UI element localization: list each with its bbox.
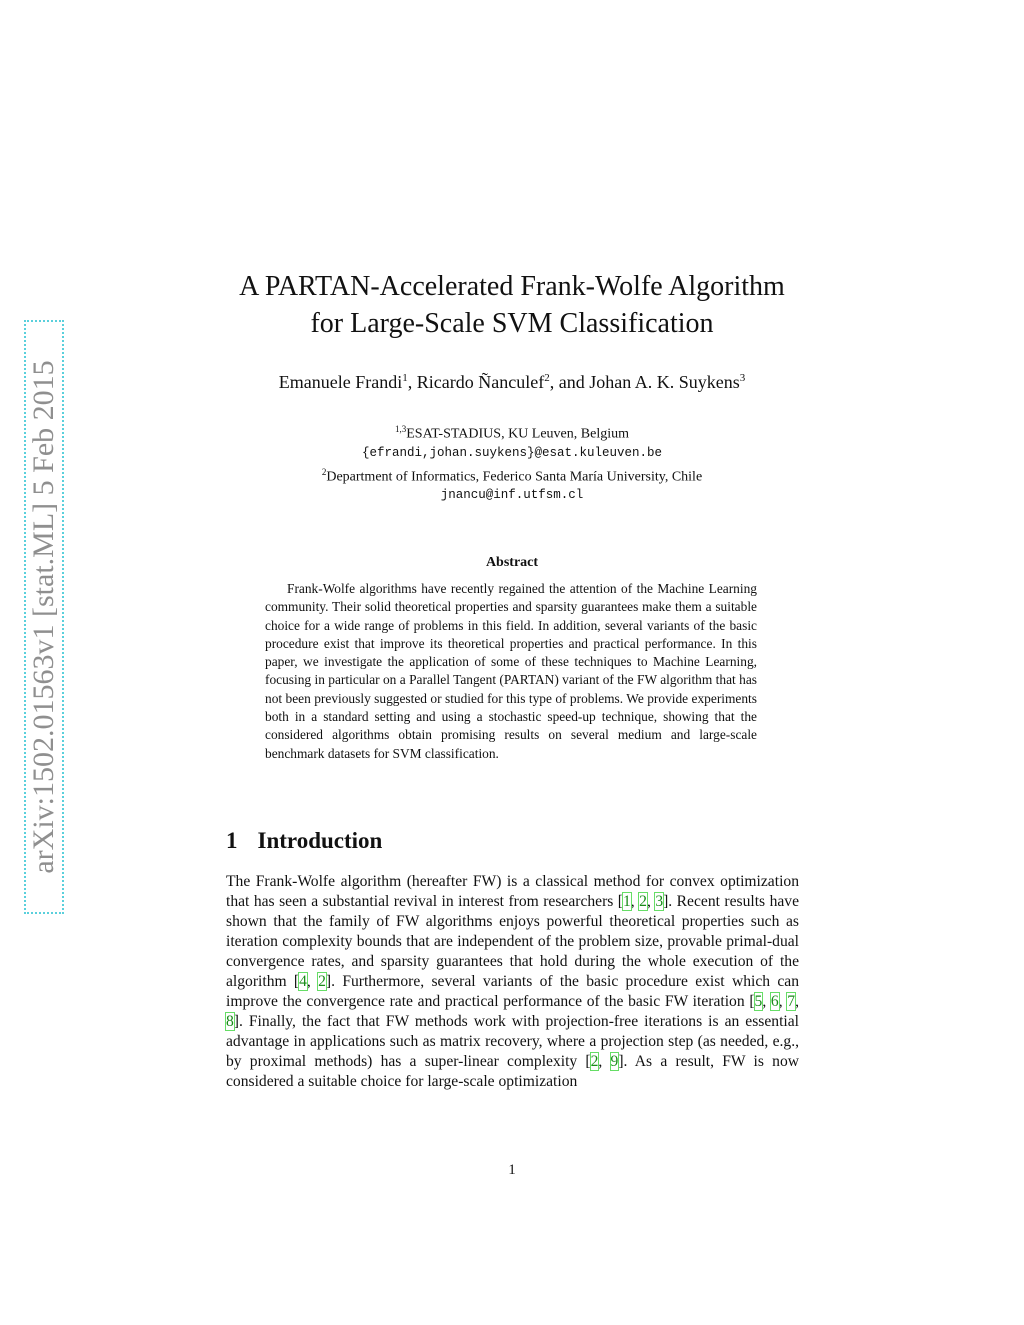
section-number: 1 (226, 828, 238, 853)
citation-separator: , (778, 993, 788, 1010)
author-sup-2: 2 (544, 372, 550, 384)
affiliation-1-text: ESAT-STADIUS, KU Leuven, Belgium (406, 426, 629, 442)
citation-link[interactable]: 2 (639, 893, 647, 910)
author-separator: , (407, 372, 417, 392)
author-separator: , and (549, 372, 590, 392)
citation-link[interactable]: 9 (610, 1053, 619, 1070)
email-2: jnancu@inf.utfsm.cl (440, 488, 584, 503)
affiliation-2-sup: 2 (321, 466, 327, 477)
citation-separator: , (795, 993, 799, 1010)
abstract-heading: Abstract (485, 555, 539, 570)
section-title: Introduction (257, 828, 383, 853)
affiliations (200, 420, 824, 505)
title-line-1: A PARTAN-Accelerated Frank-Wolfe Algorithm (239, 271, 785, 302)
citation-link[interactable]: 4 (299, 973, 307, 990)
intro-text: ]. Recent results have shown that the family of FW algorithms enjoys powerful theoretical properties such as iteration complexity bounds that are independent of the problem size, provable primal-dual convergence rates, and sparsity guarantees that hold during the whole execution of the algorithm [ (226, 893, 800, 990)
intro-text: ]. Finally, the fact that FW methods work with projection-free iterations is an essential advantage in applications such as matrix recovery, where a projection step (as needed, e.g., by proximal methods) has a super-linear complexity [ (226, 1013, 799, 1070)
citation-link[interactable]: 2 (590, 1053, 599, 1070)
title-line-2: for Large-Scale SVM Classification (310, 308, 714, 339)
citation-link[interactable]: 2 (318, 973, 326, 990)
affiliation-1 (200, 420, 824, 444)
section-heading (226, 828, 382, 854)
citation-separator: , (762, 993, 771, 1010)
intro-text: ]. Furthermore, several variants of the basic procedure exist which can improve the convergence rate and practical performance of the basic FW iteration [ (226, 973, 799, 1010)
citation-link[interactable]: 8 (226, 1013, 234, 1030)
affiliation-2-text: Department of Informatics, Federico Santa María University, Chile (326, 469, 703, 485)
affiliation-1-sup: 1,3 (395, 424, 407, 434)
email-1: {efrandi,johan.suykens}@esat.kuleuven.be (361, 445, 663, 460)
abstract-text: Frank-Wolfe algorithms have recently regained the attention of the Machine Learning community. Their solid theoretical properties and sparsity guarantees make them a suitable choice for a wide range of problems in this field. In addition, several variants of the basic procedure exist that improve its theoretical properties and practical performance. In this paper, we investigate the application of some of these techniques to Machine Learning, focusing in particular on a Parallel Tangent (PARTAN) variant of the FW algorithm that has not been previously suggested or studied for this type of problems. We provide experiments both in a standard setting and using a stochastic speed-up technique, showing that the considered algorithms obtain promising results on several medium and large-scale benchmark datasets for SVM classification. (265, 581, 757, 761)
author-frandi: Emanuele Frandi (278, 372, 403, 392)
arxiv-stamp (24, 320, 64, 914)
citation-link[interactable]: 7 (787, 993, 796, 1010)
citation-separator: , (630, 893, 640, 910)
intro-paragraph (226, 872, 799, 1092)
paper-title (200, 268, 824, 342)
author-sup-1: 1 (402, 372, 408, 384)
author-suykens: Johan A. K. Suykens (589, 372, 740, 392)
citation-link[interactable]: 6 (770, 993, 779, 1010)
page-number: 1 (508, 1162, 516, 1178)
author-list (200, 372, 824, 393)
citation-link[interactable]: 1 (623, 893, 631, 910)
author-nanculef: Ricardo Ñanculef (416, 372, 545, 392)
citation-link[interactable]: 5 (754, 993, 763, 1010)
intro-text: The Frank-Wolfe algorithm (hereafter FW) is a classical method for convex optimization that has seen a substantial revival in interest from researchers [ (226, 873, 799, 910)
citation-separator: , (306, 973, 319, 990)
citation-separator: , (598, 1053, 611, 1070)
author-sup-3: 3 (739, 372, 746, 384)
affiliation-2 (200, 463, 824, 487)
citation-link[interactable]: 3 (655, 893, 664, 910)
arxiv-identifier: arXiv:1502.01563v1 [stat.ML] 5 Feb 2015 (27, 360, 60, 874)
citation-separator: , (646, 893, 656, 910)
intro-text: ]. As a result, FW is now considered a suitable choice for large-scale optimization (226, 1053, 800, 1090)
